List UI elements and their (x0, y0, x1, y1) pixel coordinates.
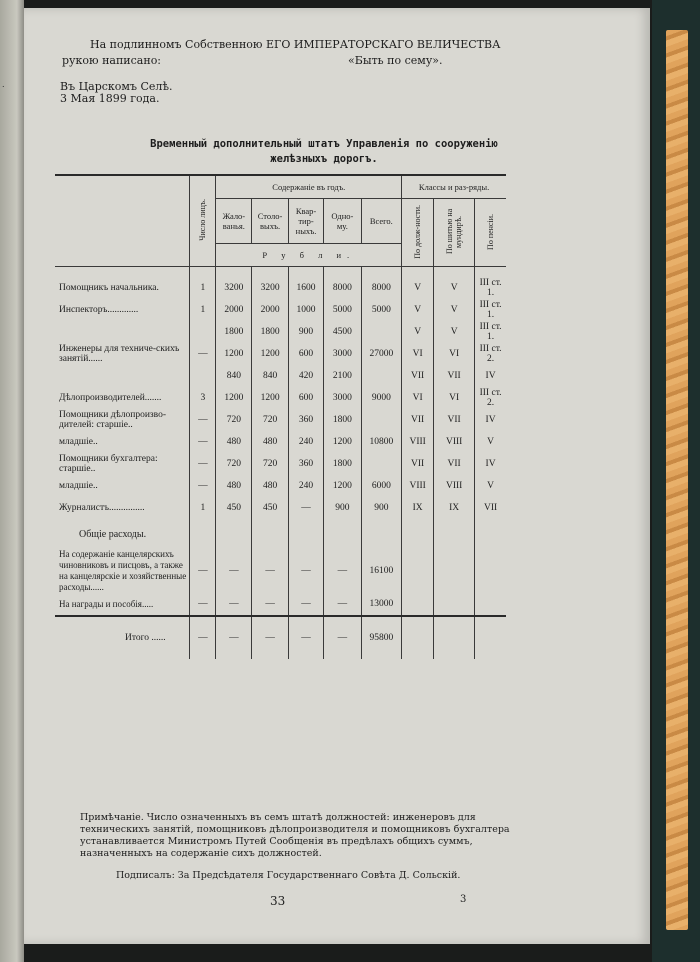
row-total (361, 453, 402, 475)
row-zh: 450 (216, 497, 252, 519)
row-count: 1 (190, 267, 216, 300)
row-st: 1200 (252, 343, 288, 365)
total-sum: 95800 (361, 616, 402, 659)
row-one: 3000 (324, 387, 361, 409)
row-name: Помощникъ начальника. (59, 283, 159, 293)
row-dolzh: VII (402, 365, 434, 387)
row-dolzh: VII (402, 409, 434, 431)
general-row-zh: — (216, 549, 252, 593)
row-total: 27000 (361, 343, 402, 365)
row-count: 3 (190, 387, 216, 409)
table-row (55, 343, 506, 365)
table-row (55, 321, 506, 343)
row-pens: III ст. 1. (475, 267, 506, 300)
doc-title-line2: желѣзныхъ дорогъ. (270, 153, 378, 165)
table-row (55, 267, 506, 300)
row-pens: IV (475, 409, 506, 431)
row-name: Дѣлопроизводителей....... (59, 393, 162, 403)
row-zh: 1200 (216, 387, 252, 409)
row-count: 1 (190, 497, 216, 519)
row-name (55, 365, 190, 387)
row-kv: 600 (288, 343, 323, 365)
row-st: 480 (252, 475, 288, 497)
row-shit: VII (434, 365, 475, 387)
book-page-edges (666, 30, 688, 930)
row-dolzh: V (402, 267, 434, 300)
row-kv: — (288, 497, 323, 519)
row-st: 480 (252, 431, 288, 453)
row-shit: VII (434, 409, 475, 431)
row-one: 5000 (324, 299, 361, 321)
row-kv: 240 (288, 475, 323, 497)
col-zhalovanya: Жало-ванья. (216, 199, 252, 244)
row-name: Инженеры для техниче-скихъ занятій...... (59, 344, 180, 364)
row-shit: VI (434, 343, 475, 365)
general-expenses-header: Общіе расходы. (79, 528, 147, 540)
general-row-count: — (190, 549, 216, 593)
col-po-pensii: По пенсіи. (486, 213, 496, 250)
row-one: 1800 (324, 453, 361, 475)
table-row (55, 453, 506, 475)
row-zh: 2000 (216, 299, 252, 321)
count-col-header: Число лицъ. (198, 199, 208, 241)
row-one: 900 (324, 497, 361, 519)
book-page (24, 8, 650, 944)
row-total: 10800 (361, 431, 402, 453)
row-pens: III ст. 1. (475, 321, 506, 343)
row-st: 450 (252, 497, 288, 519)
row-shit: VII (434, 453, 475, 475)
header-line2-left: рукою написано: (62, 54, 162, 67)
name-col-header (55, 175, 190, 267)
row-pens: V (475, 475, 506, 497)
row-st: 2000 (252, 299, 288, 321)
footnote: Примѣчаніе. Число означенныхъ въ семъ штатѣ должностей: инженеровъ для техническихъ занятій, помощниковъ дѣлопроизводителя и помощниковъ бухгалтера устанавливается Министромъ Путей Сообщенія въ предѣлахъ общихъ суммъ, назначенныхъ на содержаніе сихъ должностей. (80, 812, 510, 859)
row-name: младшіе.. (59, 481, 98, 491)
row-shit: V (434, 267, 475, 300)
row-total: 8000 (361, 267, 402, 300)
general-expenses-body (55, 549, 506, 616)
row-one: 1800 (324, 409, 361, 431)
row-zh: 1200 (216, 343, 252, 365)
row-kv: 1600 (288, 267, 323, 300)
col-vsego: Всего. (361, 199, 402, 244)
row-kv: 600 (288, 387, 323, 409)
total-zh: — (216, 616, 252, 659)
table-row (55, 475, 506, 497)
total-row (55, 616, 506, 659)
general-row-st: — (252, 549, 288, 593)
table-row (55, 387, 506, 409)
row-st: 840 (252, 365, 288, 387)
doc-title-line1: Временный дополнительный штатъ Управленія по сооруженію (150, 138, 498, 150)
row-st: 720 (252, 409, 288, 431)
row-kv: 240 (288, 431, 323, 453)
row-one: 2100 (324, 365, 361, 387)
table-row (55, 497, 506, 519)
row-pens: III ст. 1. (475, 299, 506, 321)
row-dolzh: VII (402, 453, 434, 475)
col-po-dolzhnosti: По долж-ности. (413, 204, 423, 259)
row-name: Журналистъ............... (59, 503, 145, 513)
row-one: 1200 (324, 431, 361, 453)
row-dolzh: IX (402, 497, 434, 519)
row-count: — (190, 431, 216, 453)
row-total: 900 (361, 497, 402, 519)
col-odnomu: Одно-му. (324, 199, 361, 244)
sheet-number: 3 (460, 894, 467, 905)
rubles-label: Р у б л и. (216, 244, 402, 267)
header-line1: На подлинномъ Собственною ЕГО ИМПЕРАТОРСКАГО ВЕЛИЧЕСТВА (90, 38, 501, 51)
row-dolzh: V (402, 299, 434, 321)
row-one: 1200 (324, 475, 361, 497)
row-st: 1200 (252, 387, 288, 409)
row-dolzh: VIII (402, 431, 434, 453)
total-label: Итого ...... (55, 616, 190, 659)
header-place: Въ Царскомъ Селѣ. (60, 80, 173, 93)
row-shit: VIII (434, 431, 475, 453)
row-count: — (190, 343, 216, 365)
total-one: — (324, 616, 361, 659)
row-dolzh: VIII (402, 475, 434, 497)
col-po-shityu: По шитью на мундирѣ. (445, 208, 464, 255)
total-kv: — (288, 616, 323, 659)
row-name: Помощники дѣлопроизво-дителей: старшіе.. (59, 410, 166, 430)
row-zh: 840 (216, 365, 252, 387)
row-shit: IX (434, 497, 475, 519)
table-row (55, 299, 506, 321)
col-kvartirnyh: Квар-тир-ныхъ. (288, 199, 323, 244)
row-one: 8000 (324, 267, 361, 300)
page-number: 33 (270, 894, 286, 908)
table-body (55, 267, 506, 520)
general-row-kv: — (288, 593, 323, 616)
class-group-header: Классы и раз-ряды. (402, 175, 506, 199)
row-shit: V (434, 299, 475, 321)
row-st: 720 (252, 453, 288, 475)
row-pens: III ст. 2. (475, 387, 506, 409)
row-name (55, 321, 190, 343)
row-count: — (190, 475, 216, 497)
general-row-total: 16100 (361, 549, 402, 593)
left-page-edge: . (0, 0, 24, 962)
row-kv: 1000 (288, 299, 323, 321)
general-row-total: 13000 (361, 593, 402, 616)
general-row-name: На содержаніе канцелярскихъ чиновниковъ и писцовъ, а также на канцелярскіе и хозяйственные расходы...... (59, 549, 187, 592)
row-count: — (190, 453, 216, 475)
row-kv: 900 (288, 321, 323, 343)
table-row (55, 409, 506, 431)
row-total (361, 409, 402, 431)
table-row (55, 365, 506, 387)
general-row-zh: — (216, 593, 252, 616)
row-name: младшіе.. (59, 437, 98, 447)
row-zh: 720 (216, 409, 252, 431)
salary-group-header: Содержаніе въ годъ. (216, 175, 402, 199)
row-count (190, 365, 216, 387)
signature-line: Подписалъ: За Предсѣдателя Государственнаго Совѣта Д. Сольскій. (116, 870, 461, 881)
row-total (361, 321, 402, 343)
row-pens: VII (475, 497, 506, 519)
row-st: 3200 (252, 267, 288, 300)
row-zh: 1800 (216, 321, 252, 343)
row-zh: 3200 (216, 267, 252, 300)
row-dolzh: VI (402, 387, 434, 409)
row-kv: 360 (288, 409, 323, 431)
row-shit: VIII (434, 475, 475, 497)
row-pens: IV (475, 365, 506, 387)
general-row-st: — (252, 593, 288, 616)
row-dolzh: VI (402, 343, 434, 365)
table-row (55, 593, 506, 616)
row-name: Помощники бухгалтера: старшіе.. (59, 454, 158, 474)
row-total: 5000 (361, 299, 402, 321)
row-pens: IV (475, 453, 506, 475)
row-zh: 480 (216, 431, 252, 453)
table-row (55, 431, 506, 453)
row-pens: V (475, 431, 506, 453)
row-total: 9000 (361, 387, 402, 409)
general-row-count: — (190, 593, 216, 616)
row-shit: V (434, 321, 475, 343)
staff-table (55, 174, 506, 659)
total-st: — (252, 616, 288, 659)
row-count: — (190, 409, 216, 431)
row-one: 4500 (324, 321, 361, 343)
row-total (361, 365, 402, 387)
row-one: 3000 (324, 343, 361, 365)
row-zh: 480 (216, 475, 252, 497)
row-total: 6000 (361, 475, 402, 497)
general-row-name: На награды и пособія..... (59, 598, 154, 609)
row-shit: VI (434, 387, 475, 409)
table-header-row (55, 175, 506, 199)
row-pens: III ст. 2. (475, 343, 506, 365)
header-date: 3 Мая 1899 года. (60, 92, 160, 105)
col-stolovyh: Столо-выхъ. (252, 199, 288, 244)
row-kv: 360 (288, 453, 323, 475)
row-dolzh: V (402, 321, 434, 343)
row-name: Инспекторъ............. (59, 305, 139, 315)
row-kv: 420 (288, 365, 323, 387)
row-st: 1800 (252, 321, 288, 343)
general-row-one: — (324, 593, 361, 616)
row-count (190, 321, 216, 343)
row-zh: 720 (216, 453, 252, 475)
row-count: 1 (190, 299, 216, 321)
header-line2-right: «Быть по сему». (348, 54, 443, 67)
general-row-kv: — (288, 549, 323, 593)
total-count: — (190, 616, 216, 659)
table-row (55, 549, 506, 593)
general-row-one: — (324, 549, 361, 593)
